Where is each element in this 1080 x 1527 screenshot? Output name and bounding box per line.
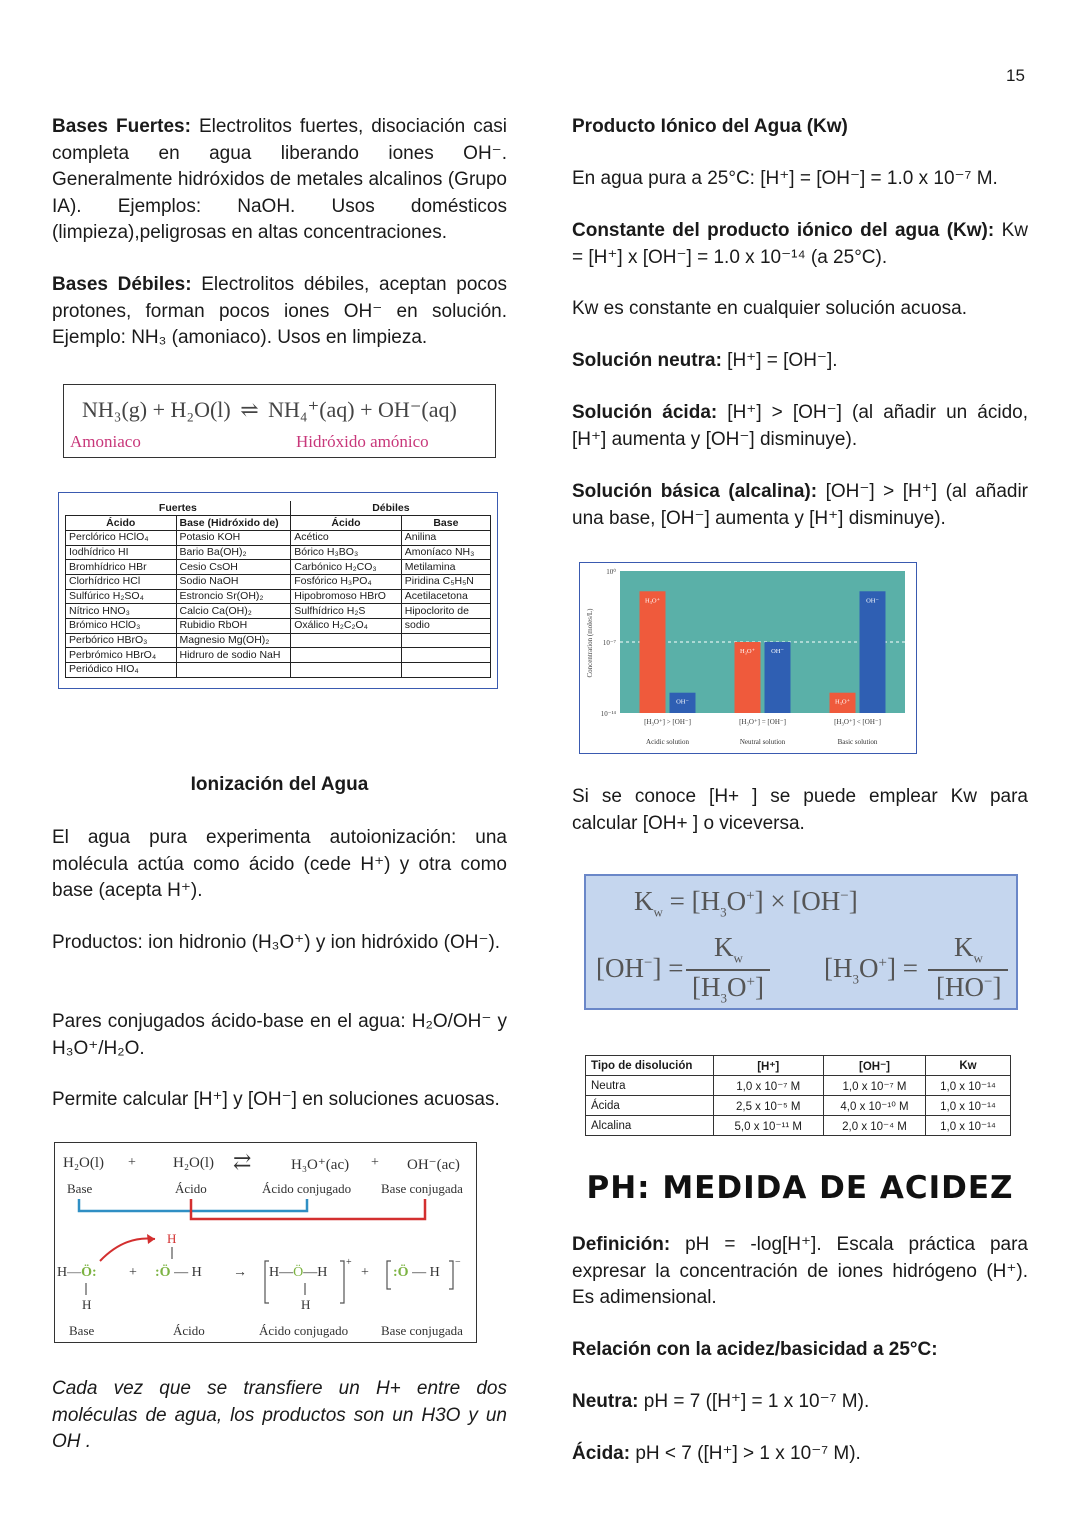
table-cell: Perclórico HClO₄	[66, 530, 177, 545]
y-tick-label: 10⁰	[606, 568, 616, 576]
table-cell: Hidruro de sodio NaH	[176, 648, 291, 663]
basica-paragraph	[572, 479, 1028, 532]
hydrogen-atom: H	[82, 1297, 92, 1312]
autoionizacion-paragraph: El agua pura experimenta autoionización: una molécula actúa como ácido (cede H⁺) y otra como base (acepta H⁺).	[52, 827, 507, 901]
table-header: Ácido	[291, 516, 402, 531]
table-header: Base (Hidróxido de)	[176, 516, 291, 531]
group-caption: [H₃O⁺] > [OH⁻]	[644, 718, 691, 726]
species-h3o: H₃O⁺(ac)	[291, 1157, 350, 1173]
table-cell: Estroncio Sr(OH)₂	[176, 589, 291, 604]
constante-label: Constante del producto iónico del agua (Kw):	[572, 220, 995, 241]
table-row	[66, 648, 491, 663]
table-cell: 1,0 x 10⁻¹⁴	[926, 1096, 1011, 1116]
species-h2o-acid: H₂O(l)	[173, 1155, 215, 1171]
bar-label: OH⁻	[676, 698, 689, 706]
species-h2o-base: H₂O(l)	[63, 1155, 105, 1171]
y-tick-label: 10⁻¹⁴	[600, 710, 616, 718]
definicion-text: pH = -log[H⁺]. Escala práctica para expresar la concentración de iones hidrógeno (H⁺). Es adimensional.	[572, 1234, 1028, 1308]
table-header: Base	[401, 516, 490, 531]
table-cell: Sodio NaOH	[176, 574, 291, 589]
bar-label: H₃O⁺	[834, 698, 851, 706]
table-cell: 1,0 x 10⁻¹⁴	[926, 1116, 1011, 1136]
final-note-paragraph: Cada vez que se transfiere un H+ entre dos moléculas de agua, los productos son un H3O y un OH .	[52, 1378, 507, 1452]
disolucion-table	[585, 1055, 1011, 1136]
ph-section-title: PH: MEDIDA DE ACIDEZ	[586, 1170, 1014, 1206]
table-cell: 1,0 x 10⁻¹⁴	[926, 1076, 1011, 1096]
h3o-equation-numerator: $K_w$	[954, 932, 983, 966]
table-cell: sodio	[401, 619, 490, 634]
hydroxide-structure: :Ö — H	[393, 1265, 440, 1280]
acida-text: [H⁺] > [OH⁻] (al añadir un ácido, [H⁺] aumenta y [OH⁻] disminuye).	[572, 402, 1028, 450]
bases-debiles-paragraph	[52, 272, 507, 352]
table-cell	[291, 663, 402, 678]
table-cell: Perbrómico HBrO₄	[66, 648, 177, 663]
constante-text: Kw = [H⁺] x [OH⁻] = 1.0 x 10⁻¹⁴ (a 25°C).	[572, 220, 1028, 268]
table-header: Ácido	[66, 516, 177, 531]
oh-equation-lhs: [OH−] =	[596, 953, 684, 983]
label-acido-bottom: Ácido	[173, 1323, 205, 1338]
table-cell: Oxálico H₂C₂O₄	[291, 619, 402, 634]
concentration-chart-frame	[579, 562, 917, 754]
y-axis-label: Concentration (moles/L)	[586, 608, 594, 678]
table-cell: Potasio KOH	[176, 530, 291, 545]
reaction-rhs: NH₄⁺(aq) + OH⁻(aq)	[268, 397, 457, 422]
plus-sign: +	[128, 1155, 136, 1170]
table-cell: Alcalina	[586, 1116, 714, 1136]
hydrogen-atom: H	[301, 1297, 311, 1312]
label-acido: Ácido	[175, 1181, 207, 1196]
label-acido-conjugado: Ácido conjugado	[262, 1181, 352, 1196]
bases-fuertes-label: Bases Fuertes:	[52, 116, 191, 137]
table-cell: Periódico HIO₄	[66, 663, 177, 678]
table-cell	[401, 663, 490, 678]
fraction-bar	[686, 969, 770, 971]
table-cell: Acetilacetona	[401, 589, 490, 604]
table-cell: Bario Ba(OH)₂	[176, 545, 291, 560]
acid-base-strength-table	[65, 501, 491, 678]
table-row	[66, 545, 491, 560]
table-cell: Sulfúrico H₂SO₄	[66, 589, 177, 604]
acid-base-strength-table-frame	[58, 492, 498, 689]
table-row	[66, 530, 491, 545]
table-cell: Fosfórico H₃PO₄	[291, 574, 402, 589]
group-name: Acidic solution	[646, 738, 689, 746]
relacion-heading: Relación con la acidez/basicidad a 25°C:	[572, 1339, 938, 1360]
table-header: Kw	[926, 1056, 1011, 1076]
bases-debiles-label: Bases Débiles:	[52, 274, 192, 295]
hydronium-structure: H—Ö—H	[269, 1265, 328, 1280]
table-cell: Neutra	[586, 1076, 714, 1096]
reaction-arrow: ⇌	[240, 397, 259, 422]
table-cell: Bromhídrico HBr	[66, 560, 177, 575]
concentration-chart	[580, 563, 915, 752]
table-row	[66, 604, 491, 619]
neutra-paragraph	[572, 348, 1028, 375]
table-row	[66, 589, 491, 604]
h3o-equation-denominator: [HO−]	[936, 972, 1002, 1002]
group-name: Basic solution	[837, 738, 878, 746]
table-cell: Calcio Ca(OH)₂	[176, 604, 291, 619]
neutra-label: Solución neutra:	[572, 350, 722, 371]
table-cell: 4,0 x 10⁻¹⁰ M	[824, 1096, 926, 1116]
reaction-lhs: NH₃(g) + H₂O(l)	[82, 397, 231, 422]
y-tick-label: 10⁻⁷	[602, 639, 616, 647]
positive-charge: +	[346, 1257, 352, 1268]
table-cell: Magnesio Mg(OH)₂	[176, 633, 291, 648]
bases-fuertes-paragraph	[52, 114, 507, 247]
species-oh: OH⁻(ac)	[407, 1157, 460, 1173]
label-acido-conjugado-bottom: Ácido conjugado	[259, 1323, 349, 1338]
equilibrium-arrow: ⇄	[233, 1149, 252, 1174]
table-cell: Amoníaco NH₃	[401, 545, 490, 560]
water-molecule-acid: :Ö — H	[155, 1265, 202, 1280]
table-cell: Bórico H₃BO₃	[291, 545, 402, 560]
basica-label: Solución básica (alcalina):	[572, 481, 818, 502]
table-row	[66, 663, 491, 678]
label-base-conjugada: Base conjugada	[381, 1181, 463, 1196]
table-header: Tipo de disolución	[586, 1056, 714, 1076]
bases-fuertes-text: Electrolitos fuertes, disociación casi completa en agua liberando iones OH⁻. Generalmente hidróxidos de metales alcalinos (Grupo IA). Ejemplos: NaOH. Usos domésticos (limpieza),peligrosas en altas concentraciones.	[52, 116, 508, 243]
table-cell	[176, 663, 291, 678]
plus-sign: +	[129, 1265, 137, 1280]
basica-text: [OH⁻] > [H⁺] (al añadir una base, [OH⁻] aumenta y [H⁺] disminuye).	[572, 481, 1028, 529]
definicion-label: Definición:	[572, 1234, 671, 1255]
label-base: Base	[67, 1181, 93, 1196]
group-caption: [H₃O⁺] < [OH⁻]	[834, 718, 881, 726]
table-cell: Hipoclorito de	[401, 604, 490, 619]
table-cell: Nítrico HNO₃	[66, 604, 177, 619]
table-cell: Cesio CsOH	[176, 560, 291, 575]
table-cell: Clorhídrico HCl	[66, 574, 177, 589]
neutra-text: [H⁺] = [OH⁻].	[721, 350, 838, 371]
negative-charge: −	[455, 1257, 461, 1268]
table-cell: Hipobromoso HBrO	[291, 589, 402, 604]
group-fuertes: Fuertes	[66, 501, 291, 516]
amoniaco-label: Amoniaco	[70, 432, 141, 451]
fraction-bar	[928, 969, 1008, 971]
permite-paragraph: Permite calcular [H⁺] y [OH⁻] en soluciones acuosas.	[52, 1089, 500, 1110]
ph-acida-text: pH < 7 ([H⁺] > 1 x 10⁻⁷ M).	[630, 1443, 861, 1464]
table-cell: Perbórico HBrO₃	[66, 633, 177, 648]
table-cell	[291, 648, 402, 663]
table-cell: Iodhídrico HI	[66, 545, 177, 560]
table-header: [H⁺]	[713, 1056, 824, 1076]
table-cell	[401, 648, 490, 663]
kw-constante-paragraph: Kw es constante en cualquier solución acuosa.	[572, 298, 968, 319]
table-cell: Rubidio RbOH	[176, 619, 291, 634]
table-cell: Ácida	[586, 1096, 714, 1116]
plus-sign: +	[361, 1265, 369, 1280]
bar-label: H₃O⁺	[644, 597, 661, 605]
bar-label: OH⁻	[771, 648, 784, 655]
conjugate-pair-lines	[55, 1143, 478, 1344]
table-row	[586, 1096, 1011, 1116]
pares-paragraph: Pares conjugados ácido-base en el agua: H₂O/OH⁻ y H₃O⁺/H₂O.	[52, 1011, 507, 1059]
table-cell: Acético	[291, 530, 402, 545]
plus-sign: +	[371, 1155, 379, 1170]
group-caption: [H₃O⁺] = [OH⁻]	[739, 718, 786, 726]
water-molecule-base: H—Ö:	[57, 1265, 97, 1280]
table-row	[66, 633, 491, 648]
table-cell: 1,0 x 10⁻⁷ M	[713, 1076, 824, 1096]
ph-neutra-paragraph	[572, 1389, 1028, 1416]
table-cell	[291, 633, 402, 648]
bar	[860, 591, 886, 713]
table-cell: 5,0 x 10⁻¹¹ M	[713, 1116, 824, 1136]
ammonia-reaction-equation	[82, 397, 457, 423]
table-cell	[401, 633, 490, 648]
acida-paragraph	[572, 400, 1028, 453]
table-cell: Metilamina	[401, 560, 490, 575]
table-row	[586, 1076, 1011, 1096]
table-cell: Carbónico H₂CO₃	[291, 560, 402, 575]
table-cell: 2,0 x 10⁻⁴ M	[824, 1116, 926, 1136]
page-number: 15	[1006, 66, 1025, 85]
definicion-paragraph	[572, 1232, 1028, 1312]
producto-ionico-title: Producto Iónico del Agua (Kw)	[572, 116, 848, 137]
group-name: Neutral solution	[739, 738, 786, 746]
constante-paragraph	[572, 218, 1028, 271]
ammonia-reaction-box	[63, 384, 496, 458]
ph-acida-label: Ácida:	[572, 1443, 631, 1464]
ionizacion-title: Ionización del Agua	[190, 774, 369, 795]
ph-neutra-label: Neutra:	[572, 1391, 639, 1412]
hidroxido-amonico-label: Hidróxido amónico	[296, 432, 429, 451]
label-base-bottom: Base	[69, 1323, 95, 1338]
oh-equation-denominator: $[H_3O^+]$	[692, 972, 764, 1006]
bases-debiles-text: Electrolitos débiles, aceptan pocos protones, forman pocos iones OH⁻ en solución. Ejemplo: NH₃ (amoniaco). Usos en limpieza.	[52, 274, 507, 348]
table-header: [OH⁻]	[824, 1056, 926, 1076]
kw-equation: $K_w = [H_3O^+] \times [OH^-]$	[634, 886, 858, 920]
si-se-conoce-paragraph: Si se conoce [H+ ] se puede emplear Kw para calcular [OH+ ] o viceversa.	[572, 786, 1028, 834]
table-row	[586, 1116, 1011, 1136]
table-cell: 2,5 x 10⁻⁵ M	[713, 1096, 824, 1116]
ph-neutra-text: pH = 7 ([H⁺] = 1 x 10⁻⁷ M).	[638, 1391, 870, 1412]
reaction-arrow-small: →	[233, 1265, 247, 1280]
label-base-conjugada-bottom: Base conjugada	[381, 1323, 463, 1338]
ph-acida-paragraph	[572, 1441, 1028, 1468]
table-cell: Anilina	[401, 530, 490, 545]
table-cell: Sulfhídrico H₂S	[291, 604, 402, 619]
table-cell: Piridina C₅H₅N	[401, 574, 490, 589]
kw-formula-box	[584, 874, 1018, 1010]
acida-label: Solución ácida:	[572, 402, 718, 423]
bar-label: OH⁻	[866, 597, 879, 605]
water-autoionization-diagram	[54, 1142, 477, 1343]
transferred-proton: H	[167, 1231, 177, 1246]
group-debiles: Débiles	[291, 501, 491, 516]
h3o-equation-lhs: $[H_3O^+]$ =	[824, 953, 918, 987]
table-row	[66, 560, 491, 575]
productos-paragraph: Productos: ion hidronio (H₃O⁺) y ion hidróxido (OH⁻).	[52, 932, 501, 953]
bar-label: H₃O⁺	[739, 648, 756, 655]
oh-equation-numerator: $K_w$	[714, 932, 743, 966]
table-cell: 1,0 x 10⁻⁷ M	[824, 1076, 926, 1096]
table-row	[66, 619, 491, 634]
agua-pura-paragraph: En agua pura a 25°C: [H⁺] = [OH⁻] = 1.0 x 10⁻⁷ M.	[572, 168, 998, 189]
table-row	[66, 574, 491, 589]
table-cell: Brómico HClO₃	[66, 619, 177, 634]
bar	[640, 591, 666, 713]
